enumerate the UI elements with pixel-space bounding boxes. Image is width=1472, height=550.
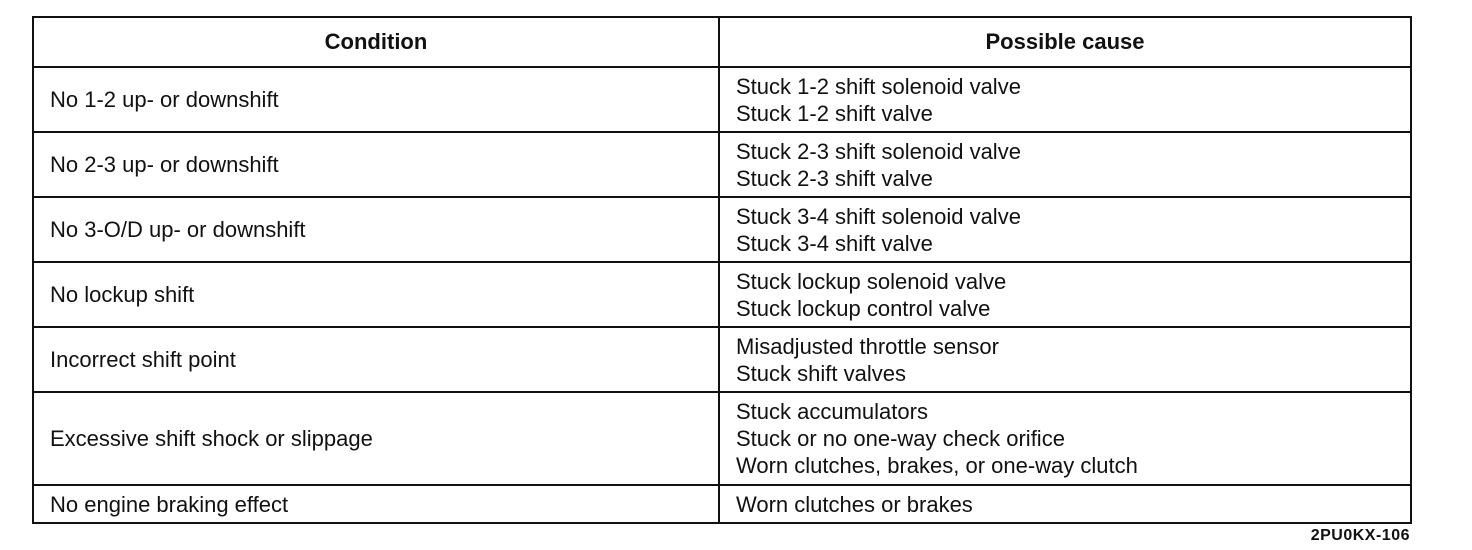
cause-line: Stuck or no one-way check orifice [736,426,1065,451]
cause-cell [719,132,1411,197]
cause-cell [719,262,1411,327]
diagnosis-table-container [32,16,1410,524]
diagnosis-table [32,16,1412,524]
table-row [33,485,1411,523]
table-row [33,262,1411,327]
cause-line: Stuck 2-3 shift valve [736,165,933,191]
cause-line: Worn clutches or brakes [736,491,973,517]
cause-line: Worn clutches, brakes, or one-way clutch [736,453,1138,478]
cause-line: Stuck shift valves [736,360,906,386]
header-condition: Condition [33,17,719,67]
cause-line: Stuck accumulators [736,399,928,424]
cause-cell [719,392,1411,485]
cause-cell [719,485,1411,523]
condition-cell: No lockup shift [33,262,719,327]
table-row [33,132,1411,197]
cause-line: Stuck 3-4 shift solenoid valve [736,203,1021,229]
table-row [33,327,1411,392]
table-header-row [33,17,1411,67]
condition-cell: No 2-3 up- or downshift [33,132,719,197]
cause-line: Stuck 2-3 shift solenoid valve [736,138,1021,164]
cause-line: Stuck 3-4 shift valve [736,230,933,256]
cause-cell [719,67,1411,132]
cause-line: Stuck lockup solenoid valve [736,268,1007,294]
condition-cell: No engine braking effect [33,485,719,523]
cause-line: Stuck 1-2 shift valve [736,100,933,126]
condition-cell: Incorrect shift point [33,327,719,392]
table-row [33,67,1411,132]
condition-cell: Excessive shift shock or slippage [33,392,719,485]
cause-cell [719,327,1411,392]
table-row [33,197,1411,262]
cause-line: Stuck lockup control valve [736,295,991,321]
condition-cell: No 3-O/D up- or downshift [33,197,719,262]
condition-cell: No 1-2 up- or downshift [33,67,719,132]
cause-line: Misadjusted throttle sensor [736,333,999,359]
figure-reference-code: 2PU0KX-106 [1310,527,1410,544]
table-row [33,392,1411,485]
cause-cell [719,197,1411,262]
header-possible-cause: Possible cause [719,17,1411,67]
cause-line: Stuck 1-2 shift solenoid valve [736,73,1021,99]
